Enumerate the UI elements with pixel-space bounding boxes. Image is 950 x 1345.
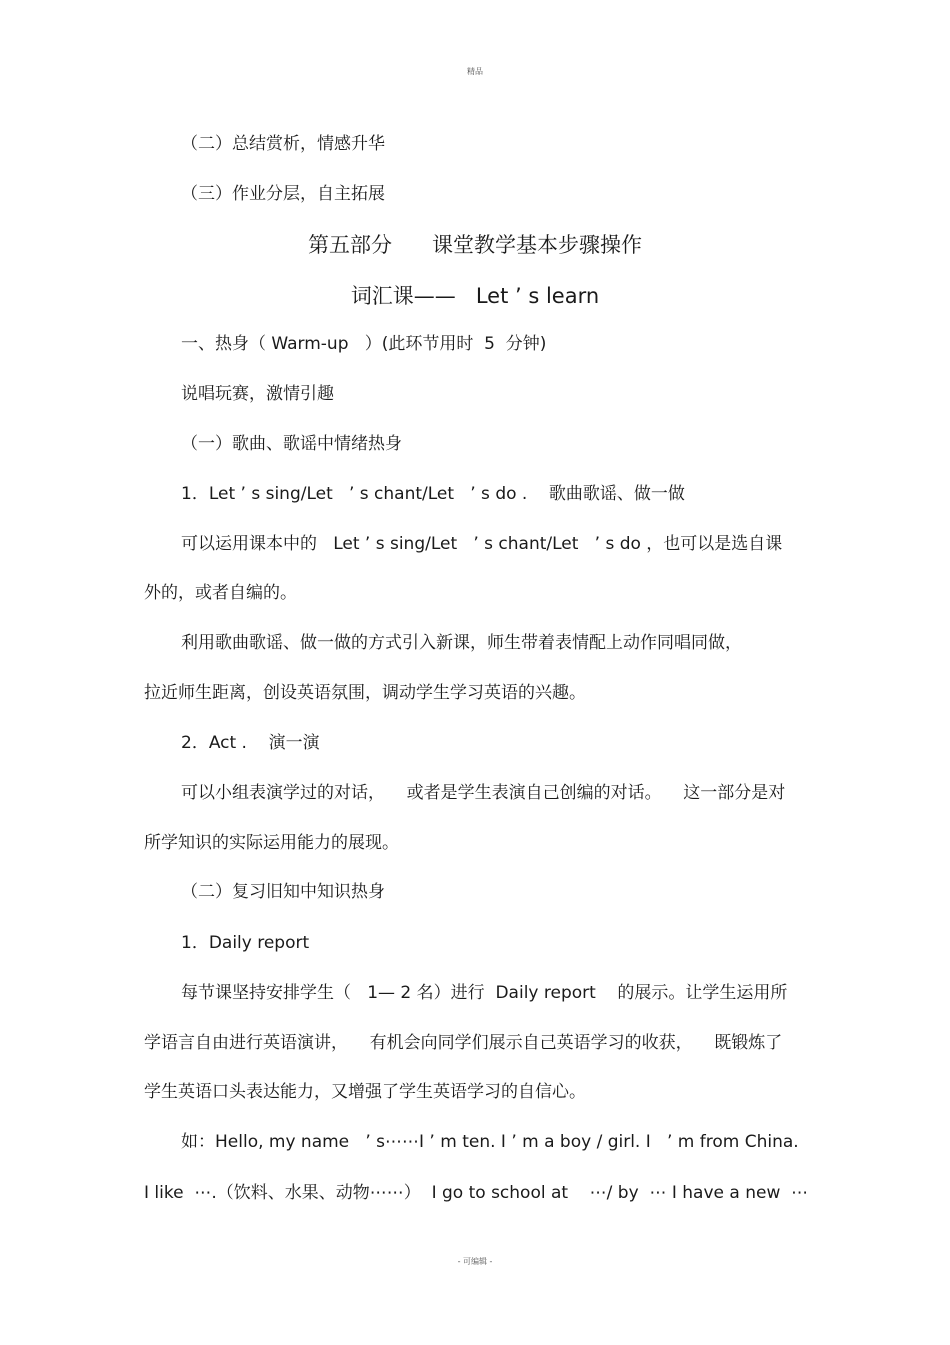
- section-subtitle: 词汇课—— Let ’ s learn: [350, 284, 600, 308]
- text-line: 可以小组表演学过的对话， 或者是学生表演自己创编的对话。 这一部分是对: [181, 783, 786, 803]
- text-line: （二）总结赏析，情感升华: [181, 134, 385, 154]
- text-line: I like ⋯.（饮料、水果、动物⋯⋯） I go to school at ⋯/ by ⋯ I have a new ⋯: [144, 1183, 809, 1203]
- text-line: 可以运用课本中的 Let ’ s sing/Let ’ s chant/Let ’ s do ，也可以是选自课: [181, 534, 783, 554]
- section-title: 第五部分 课堂教学基本步骤操作: [307, 233, 643, 257]
- text-line: 说唱玩赛，激情引趣: [181, 384, 334, 404]
- text-line: （三）作业分层，自主拓展: [181, 184, 385, 204]
- text-line: 如：Hello, my name ’ s⋯⋯I ’ m ten. I ’ m a boy / girl. I ’ m from China.: [181, 1132, 799, 1152]
- text-line: 拉近师生距离，创设英语氛围，调动学生学习英语的兴趣。: [144, 683, 586, 703]
- text-line: （二）复习旧知中知识热身: [181, 882, 385, 902]
- text-line: 1．Let ’ s sing/Let ’ s chant/Let ’ s do . 歌曲歌谣、做一做: [181, 484, 685, 504]
- text-line: 利用歌曲歌谣、做一做的方式引入新课，师生带着表情配上动作同唱同做，: [181, 633, 742, 653]
- text-line: 2．Act . 演一演: [181, 733, 320, 753]
- text-line: 1．Daily report: [181, 933, 310, 953]
- text-line: （一）歌曲、歌谣中情绪热身: [181, 434, 402, 454]
- text-line: 外的，或者自编的。: [144, 583, 297, 603]
- text-line: 学生英语口头表达能力，又增强了学生英语学习的自信心。: [144, 1082, 586, 1102]
- text-line: 学语言自由进行英语演讲， 有机会向同学们展示自己英语学习的收获， 既锻炼了: [144, 1033, 783, 1053]
- page-footer: - 可编辑 -: [457, 1257, 493, 1266]
- text-line: 每节课坚持安排学生（ 1— 2 名）进行 Daily report 的展示。让学生运用所: [181, 983, 788, 1003]
- text-line: 所学知识的实际运用能力的展现。: [144, 833, 399, 853]
- text-line: 一、热身（ Warm-up ）(此环节用时 5 分钟): [181, 334, 547, 354]
- page-header: 精品: [467, 67, 483, 76]
